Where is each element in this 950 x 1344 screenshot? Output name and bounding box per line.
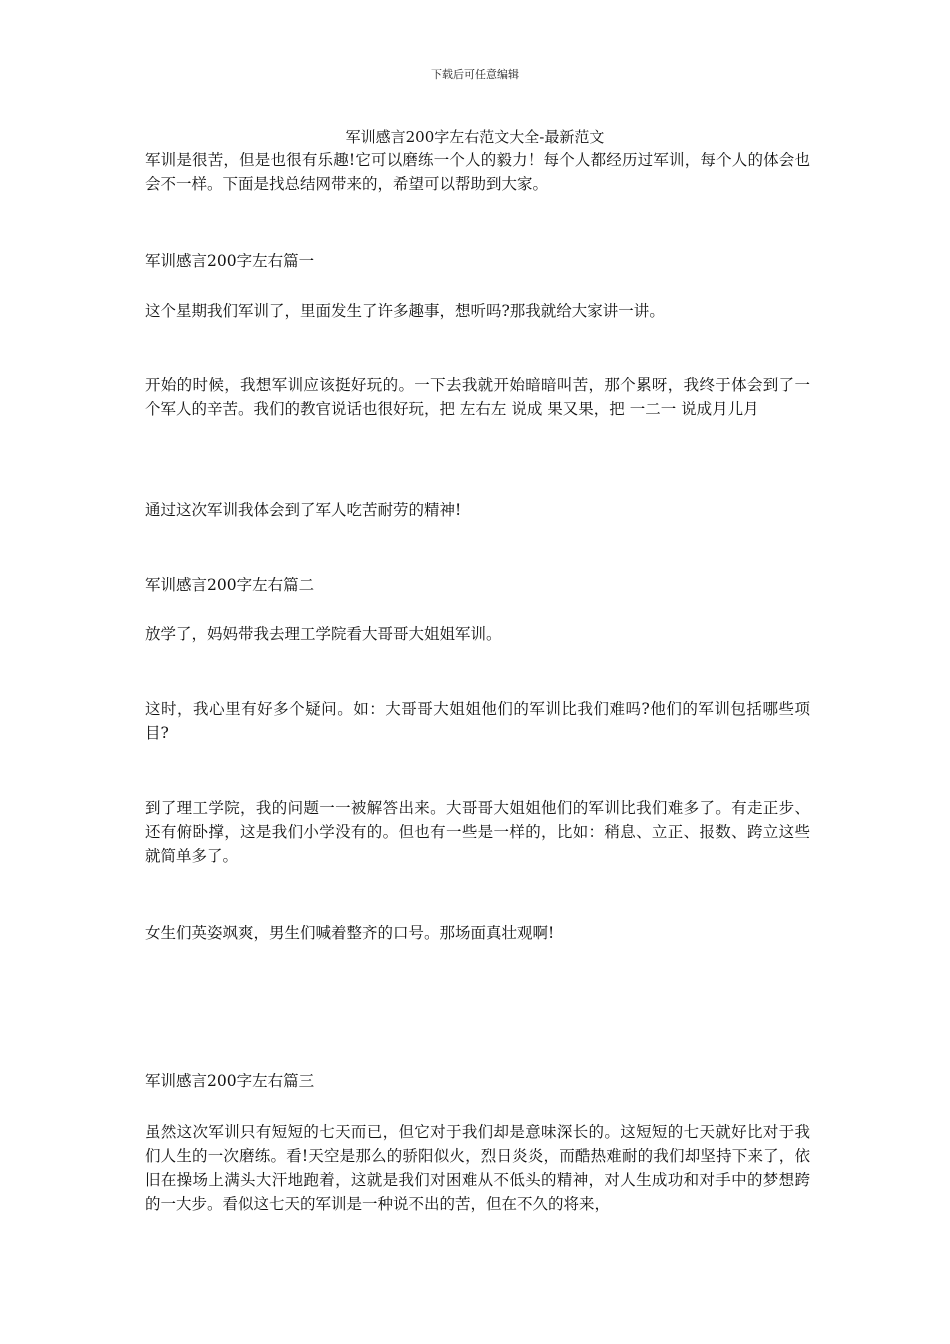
paragraph: 到了理工学院，我的问题一一被解答出来。大哥哥大姐姐他们的军训比我们难多了。有走正步、还有俯卧撑，这是我们小学没有的。但也有一些是一样的，比如：稍息、立正、报数、跨立这些就简单多了。 bbox=[145, 799, 810, 865]
document-title: 军训感言200字左右范文大全-最新范文 bbox=[345, 128, 605, 146]
section-heading-2: 军训感言200字左右篇二 bbox=[145, 576, 315, 594]
intro-paragraph: 军训是很苦，但是也很有乐趣!它可以磨练一个人的毅力！每个人都经历过军训，每个人的体会也会不一样。下面是找总结网带来的，希望可以帮助到大家。 bbox=[145, 151, 810, 193]
paragraph: 通过这次军训我体会到了军人吃苦耐劳的精神! bbox=[145, 501, 462, 519]
section-heading-3: 军训感言200字左右篇三 bbox=[145, 1072, 315, 1090]
section-heading-1: 军训感言200字左右篇一 bbox=[145, 252, 315, 270]
paragraph: 虽然这次军训只有短短的七天而已，但它对于我们却是意味深长的。这短短的七天就好比对于我们人生的一次磨练。看!天空是那么的骄阳似火，烈日炎炎，而酷热难耐的我们却坚持下来了，依旧在操场上满头大汗地跑着，这就是我们对困难从不低头的精神，对人生成功和对手中的梦想跨的一大步。看似这七天的军训是一种说不出的苦，但在不久的将来， bbox=[145, 1123, 810, 1213]
paragraph: 放学了，妈妈带我去理工学院看大哥哥大姐姐军训。 bbox=[145, 625, 502, 643]
paragraph: 这时，我心里有好多个疑问。如：大哥哥大姐姐他们的军训比我们难吗?他们的军训包括哪些项目? bbox=[145, 700, 810, 742]
paragraph: 开始的时候，我想军训应该挺好玩的。一下去我就开始暗暗叫苦，那个累呀，我终于体会到了一个军人的辛苦。我们的教官说话也很好玩，把 左右左 说成 果又果，把 一二一 说成月儿月 bbox=[145, 376, 810, 418]
page-header: 下载后可任意编辑 bbox=[431, 68, 519, 81]
paragraph: 这个星期我们军训了，里面发生了许多趣事，想听吗?那我就给大家讲一讲。 bbox=[145, 302, 665, 320]
paragraph: 女生们英姿飒爽，男生们喊着整齐的口号。那场面真壮观啊! bbox=[145, 924, 555, 942]
